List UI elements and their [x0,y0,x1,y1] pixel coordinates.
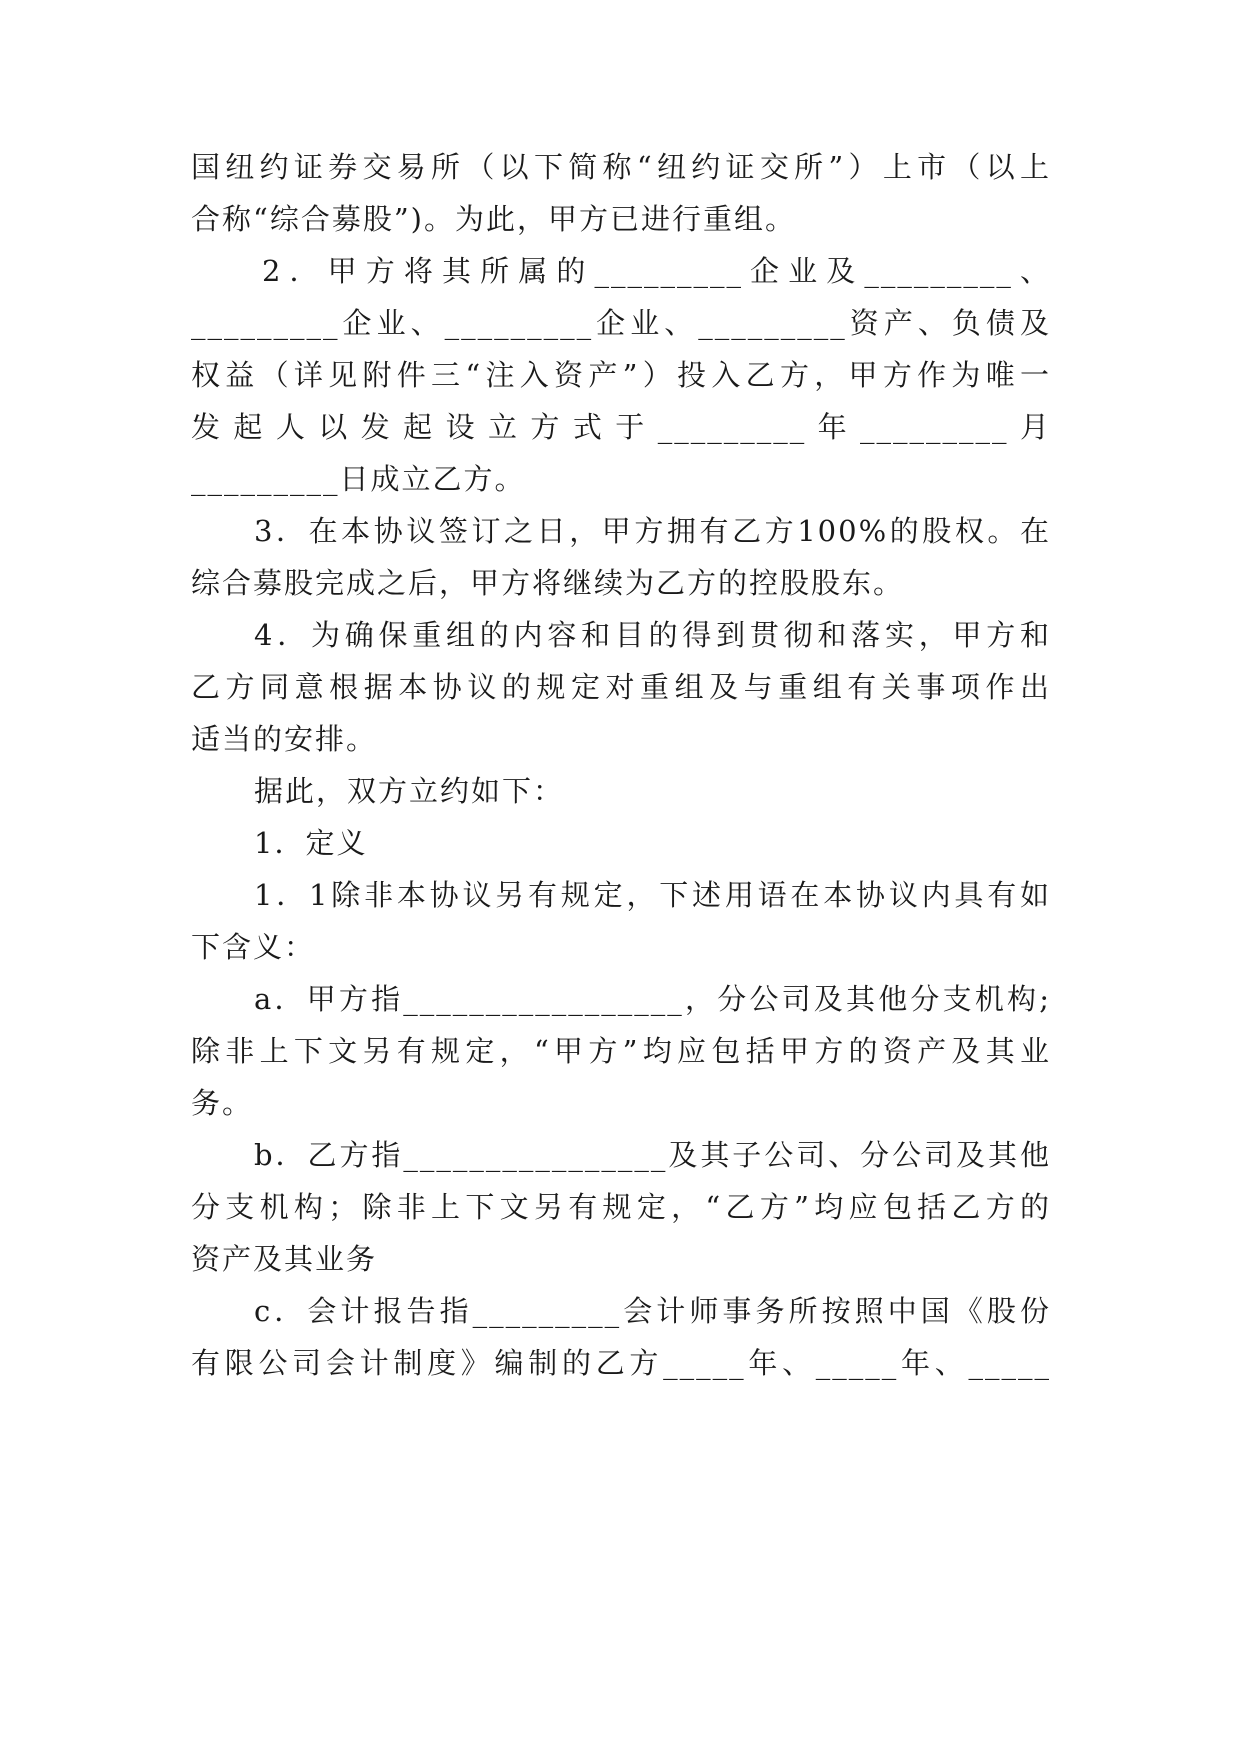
text-line-18: 除非上下文另有规定，“甲方”均应包括甲方的资产及其业 [191,1034,1051,1068]
text-line-21: 分支机构；除非上下文另有规定，“乙方”均应包括乙方的 [191,1190,1051,1224]
text-line-9: 综合募股完成之后，甲方将继续为乙方的控股股东。 [191,566,905,600]
text-line-24: 有限公司会计制度》编制的乙方_____年、_____年、_____ [191,1346,1051,1380]
text-line-19: 务。 [191,1086,254,1120]
text-line-2: 合称“综合募股”)。为此，甲方已进行重组。 [191,202,796,236]
text-line-17: a．甲方指_________________，分公司及其他分支机构; [254,982,1051,1016]
text-line-10: 4．为确保重组的内容和目的得到贯彻和落实，甲方和 [254,618,1051,652]
text-line-6: 发起人以发起设立方式于_________年_________月 [191,410,1051,444]
text-line-3: 2．甲方将其所属的_________企业及_________、 [262,254,1051,288]
text-line-13: 据此，双方立约如下： [254,774,565,808]
text-line-15: 1．1除非本协议另有规定，下述用语在本协议内具有如 [254,878,1051,912]
text-line-11: 乙方同意根据本协议的规定对重组及与重组有关事项作出 [191,670,1051,704]
text-line-4: _________企业、_________企业、_________资产、负债及 [191,306,1051,340]
text-line-16: 下含义： [191,930,316,964]
text-line-7: _________日成立乙方。 [191,462,526,496]
text-line-22: 资产及其业务 [191,1242,378,1276]
text-line-8: 3．在本协议签订之日，甲方拥有乙方100%的股权。在 [254,514,1051,548]
section-heading-definitions: 1．定义 [254,826,368,860]
text-line-12: 适当的安排。 [191,722,378,756]
text-line-23: c．会计报告指_________会计师事务所按照中国《股份 [254,1294,1051,1328]
text-line-20: b．乙方指________________及其子公司、分公司及其他 [254,1138,1051,1172]
text-line-1: 国纽约证券交易所（以下简称“纽约证交所”）上市（以上 [191,150,1051,184]
text-line-5: 权益（详见附件三“注入资产”）投入乙方，甲方作为唯一 [191,358,1051,392]
